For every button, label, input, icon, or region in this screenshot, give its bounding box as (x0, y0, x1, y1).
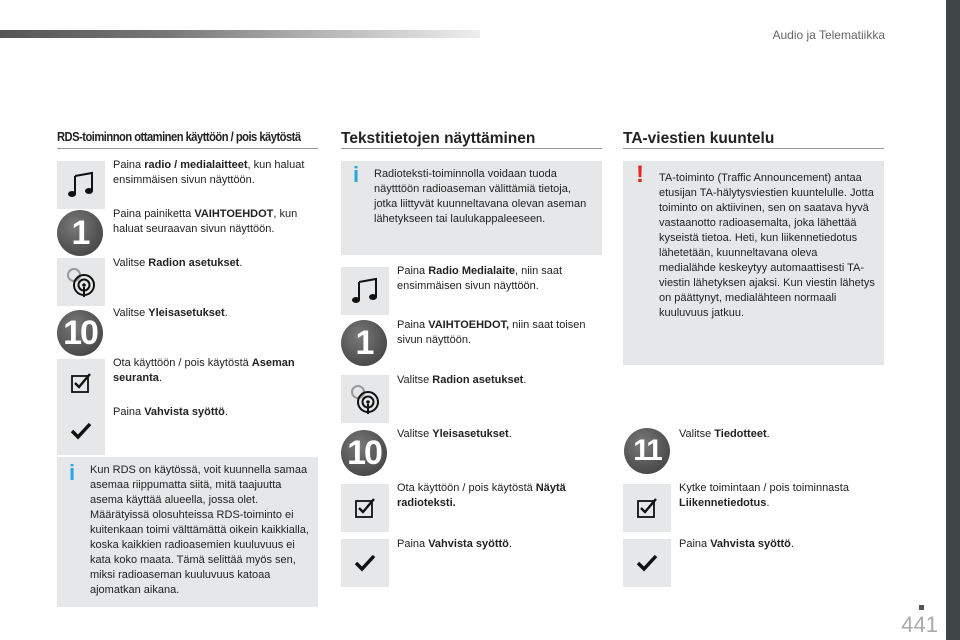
header-decoration-bar (0, 30, 480, 38)
info-icon: i (353, 162, 360, 187)
music-note-icon (57, 161, 105, 209)
radio-settings-icon (57, 258, 105, 306)
radiotext-info-box (341, 161, 602, 255)
col1-step-6: Paina Vahvista syöttö. (113, 406, 228, 418)
page-marker (919, 605, 924, 610)
col3-step-2: Kytke toimintaan / pois toiminnasta Liikennetiedotus. (679, 482, 849, 509)
col1-step-4: Valitse Yleisasetukset. (113, 307, 228, 319)
divider (623, 148, 884, 149)
checkbox-icon (341, 484, 389, 532)
radiotext-section-heading: Tekstitietojen näyttäminen (341, 130, 536, 147)
header-title: Audio ja Telematiikka (772, 28, 885, 42)
col1-step-1: Paina radio / medialaitteet, kun haluat ensimmäisen sivun näyttöön. (113, 159, 305, 186)
radio-settings-icon (341, 375, 389, 423)
col1-step-5: Ota käyttöön / pois käytöstä Aseman seuranta. (113, 357, 295, 384)
ta-warning-text: TA-toiminto (Traffic Announcement) antaa etusijan TA-hälytysviestien kuuntelulle. Jotta toiminto on aktiivinen, sen on saatava hyvä vastaanotto radioasemalta, joka lähettää kyseistä tietoa. Heti, kun liikennetiedotus lähetetään, kuunneltavana oleva medialähde keskeytyy automaattisesti TA-viestin lähetyksen ajaksi. Kun viestin lähetys on päättynyt, medialähteen normaali kuuluvuus jatkuu. (659, 172, 875, 319)
checkmark-icon (57, 407, 105, 455)
col1-step-3: Valitse Radion asetukset. (113, 257, 243, 269)
step-number-badge: 10 (341, 430, 387, 476)
rds-section-heading: RDS-toiminnon ottaminen käyttöön / pois käytöstä (57, 129, 301, 144)
col2-step-5: Ota käyttöön / pois käytöstä Näytä radioteksti. (397, 482, 566, 509)
checkmark-icon (341, 539, 389, 587)
divider (341, 148, 602, 149)
checkmark-icon (623, 539, 671, 587)
page-edge-bar (946, 0, 960, 640)
col2-step-1: Paina Radio Medialaite, niin saat ensimmäisen sivun näyttöön. (397, 265, 563, 292)
col2-step-2: Paina VAIHTOEHDOT, niin saat toisen sivun näyttöön. (397, 319, 586, 346)
step-number-badge: 10 (57, 310, 103, 356)
rds-info-box (57, 457, 318, 607)
ta-warning-box (623, 161, 884, 365)
rds-info-text: Kun RDS on käytössä, voit kuunnella samaa asemaa riippumatta siitä, mitä taajuutta asema käyttää alueella, jossa olet. Määrätyissä olosuhteissa RDS-toiminto ei kuitenkaan toimi välttämättä oikein kaikkialla, koska kaikkien radioasemien kuuluvuus ei kata koko maata. Tämä selittää myös sen, miksi radioaseman kuuluvuus katoaa ajomatkan aikana. (90, 464, 309, 596)
warning-icon: ! (636, 161, 644, 188)
checkbox-icon (623, 484, 671, 532)
col3-step-3: Paina Vahvista syöttö. (679, 538, 794, 550)
music-note-icon (341, 267, 389, 315)
radiotext-info-text: Radioteksti-toiminnolla voidaan tuoda näytttöön radioaseman välittämiä tietoja, jotka liittyvät kuunneltavana olevan aseman lähetykseen tai laulukappaleeseen. (374, 168, 587, 225)
col2-step-3: Valitse Radion asetukset. (397, 374, 527, 386)
step-number-badge: 1 (57, 210, 103, 256)
col2-step-4: Valitse Yleisasetukset. (397, 428, 512, 440)
col1-step-2: Paina painiketta VAIHTOEHDOT, kun haluat seuraavan sivun näyttöön. (113, 208, 298, 235)
info-icon: i (69, 460, 76, 485)
divider (57, 148, 318, 149)
col2-step-6: Paina Vahvista syöttö. (397, 538, 512, 550)
col3-step-1: Valitse Tiedotteet. (679, 428, 770, 440)
step-number-badge: 1 (341, 320, 387, 366)
step-number-badge: 11 (624, 428, 670, 474)
checkbox-icon (57, 359, 105, 407)
page-number: 441 (901, 612, 938, 637)
ta-section-heading: TA-viestien kuuntelu (623, 130, 775, 147)
